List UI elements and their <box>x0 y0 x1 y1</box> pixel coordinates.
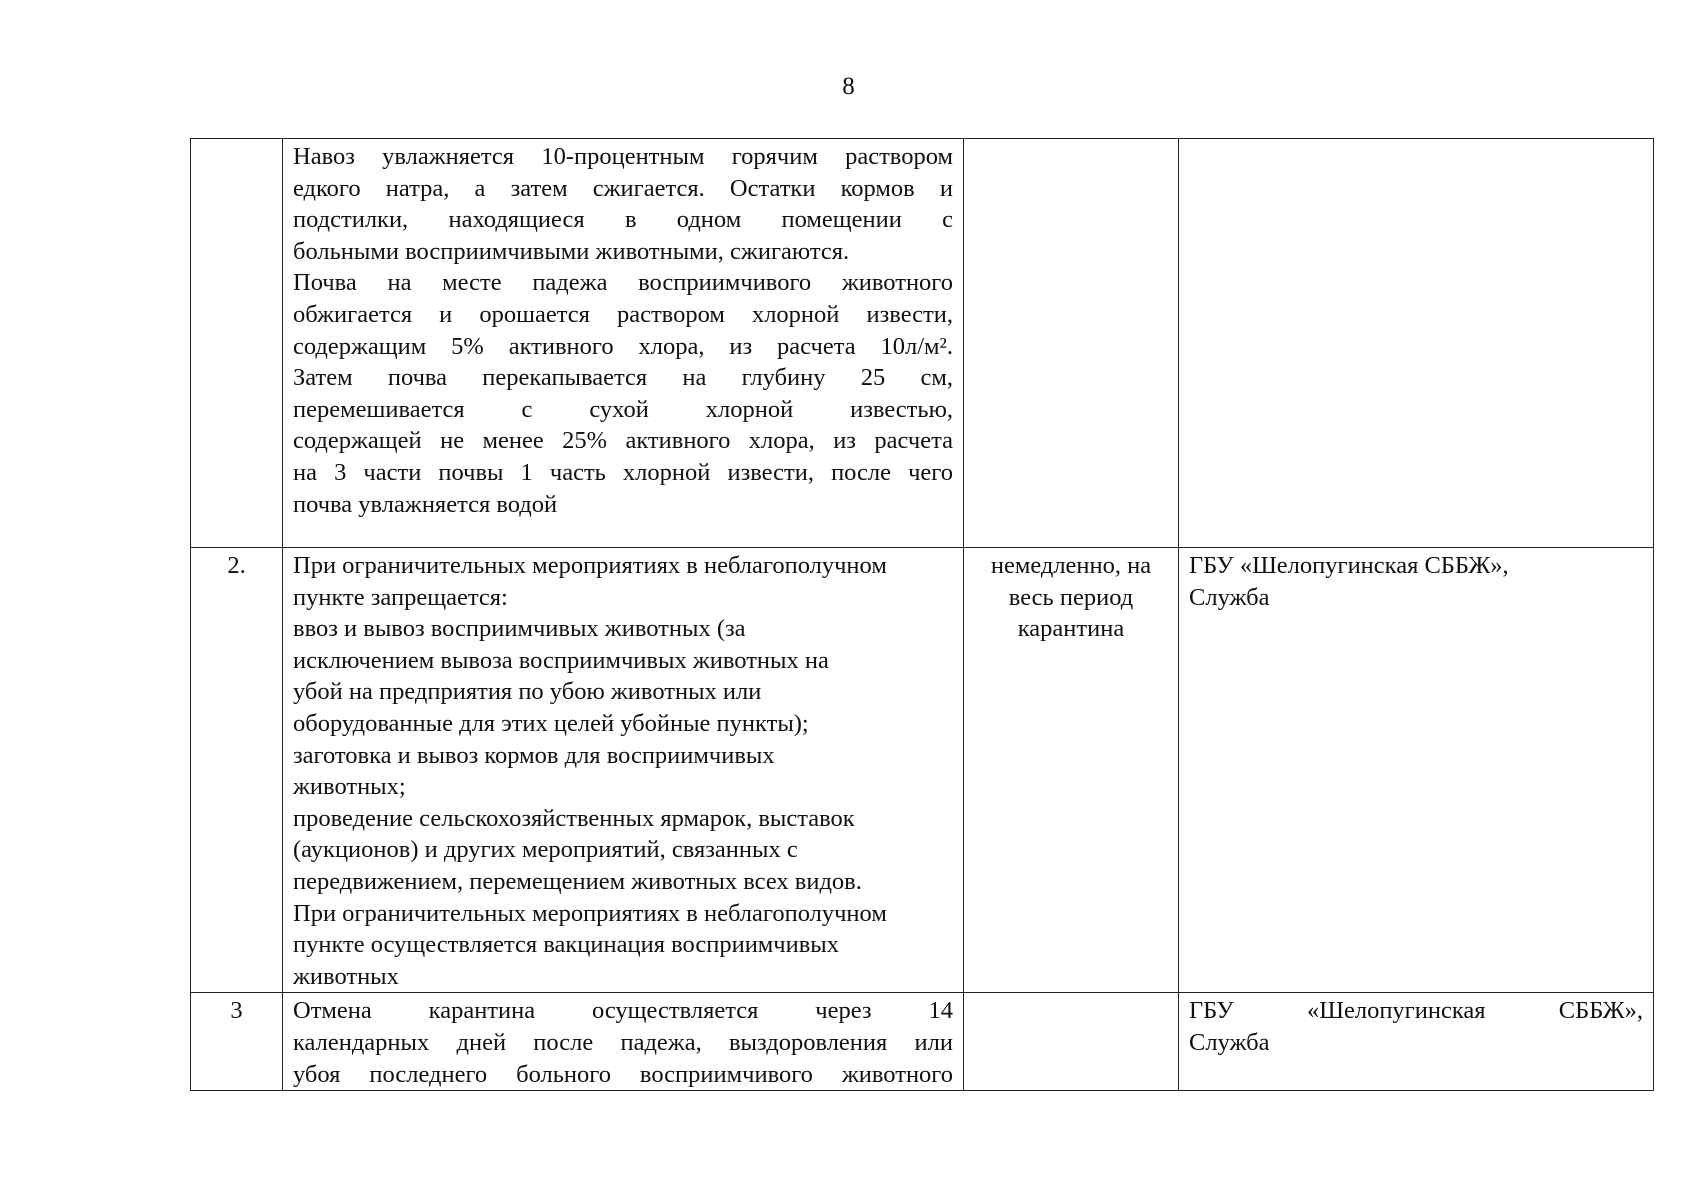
measure-text-cell <box>283 548 964 993</box>
term-cell <box>964 993 1179 1091</box>
table-row <box>191 993 1654 1091</box>
text-line: почва увлажняется водой <box>293 490 558 518</box>
measures-table <box>190 138 1654 1091</box>
text-line: пункте запрещается: <box>293 583 508 611</box>
table-row <box>191 548 1654 993</box>
text-line: Отмена карантина осуществляется через 14 <box>293 997 953 1025</box>
text-line: животных; <box>293 773 406 801</box>
text-line: Почва на месте падежа восприимчивого животного <box>293 269 953 297</box>
text-line: убоя последнего больного восприимчивого животного <box>293 1060 953 1088</box>
term-cell <box>964 139 1179 548</box>
text-line: календарных дней после падежа, выздоровления или <box>293 1028 953 1056</box>
text-line: убой на предприятия по убою животных или <box>293 678 762 706</box>
responsible-cell <box>1179 548 1654 993</box>
text-line: подстилки, находящиеся в одном помещении с <box>293 206 953 234</box>
text-line: едкого натра, а затем сжигается. Остатки кормов и <box>293 174 953 202</box>
responsible-line: ГБУ «Шелопугинская СББЖ», <box>1189 552 1509 579</box>
term-line: немедленно, на <box>990 552 1152 579</box>
measure-text-cell <box>283 139 964 548</box>
text-line: больными восприимчивыми животными, сжигаются. <box>293 237 850 265</box>
text-line: обжигается и орошается раствором хлорной извести, <box>293 300 953 328</box>
row-number-cell <box>191 139 283 548</box>
term-line: весь период <box>1008 583 1134 611</box>
text-line: (аукционов) и других мероприятий, связанных с <box>293 836 798 864</box>
page-number: 8 <box>842 73 855 100</box>
row-number-cell: 3 <box>191 993 283 1091</box>
text-line: животных <box>293 962 399 990</box>
text-line: проведение сельскохозяйственных ярмарок, выставок <box>293 804 855 832</box>
text-line: передвижением, перемещением животных всех видов. <box>293 867 862 895</box>
term-line: карантина <box>1017 615 1125 643</box>
table-row <box>191 139 1654 548</box>
text-line: на 3 части почвы 1 часть хлорной извести, после чего <box>293 458 953 486</box>
text-line: пункте осуществляется вакцинация восприимчивых <box>293 931 840 959</box>
responsible-line: Служба <box>1189 1028 1270 1056</box>
text-line: ввоз и вывоз восприимчивых животных (за <box>293 615 746 643</box>
measure-text-cell <box>283 993 964 1091</box>
text-line: исключением вывоза восприимчивых животных на <box>293 646 829 674</box>
text-line: Навоз увлажняется 10-процентным горячим раствором <box>293 143 953 170</box>
text-line: При ограничительных мероприятиях в неблагополучном <box>293 899 887 927</box>
responsible-line: Служба <box>1189 583 1270 611</box>
row-number-cell: 2. <box>191 548 283 993</box>
text-line: содержащим 5% активного хлора, из расчета 10л/м². <box>293 332 953 360</box>
responsible-cell <box>1179 993 1654 1091</box>
text-line: содержащей не менее 25% активного хлора, из расчета <box>293 427 953 455</box>
term-cell <box>964 548 1179 993</box>
responsible-cell <box>1179 139 1654 548</box>
text-line: заготовка и вывоз кормов для восприимчивых <box>293 741 775 769</box>
responsible-line: ГБУ «Шелопугинская СББЖ», <box>1189 997 1643 1025</box>
text-line: Затем почва перекапывается на глубину 25 см, <box>293 364 953 392</box>
text-line: При ограничительных мероприятиях в неблагополучном <box>293 552 887 579</box>
text-line: перемешивается с сухой хлорной известью, <box>293 395 953 423</box>
text-line: оборудованные для этих целей убойные пункты); <box>293 709 809 737</box>
